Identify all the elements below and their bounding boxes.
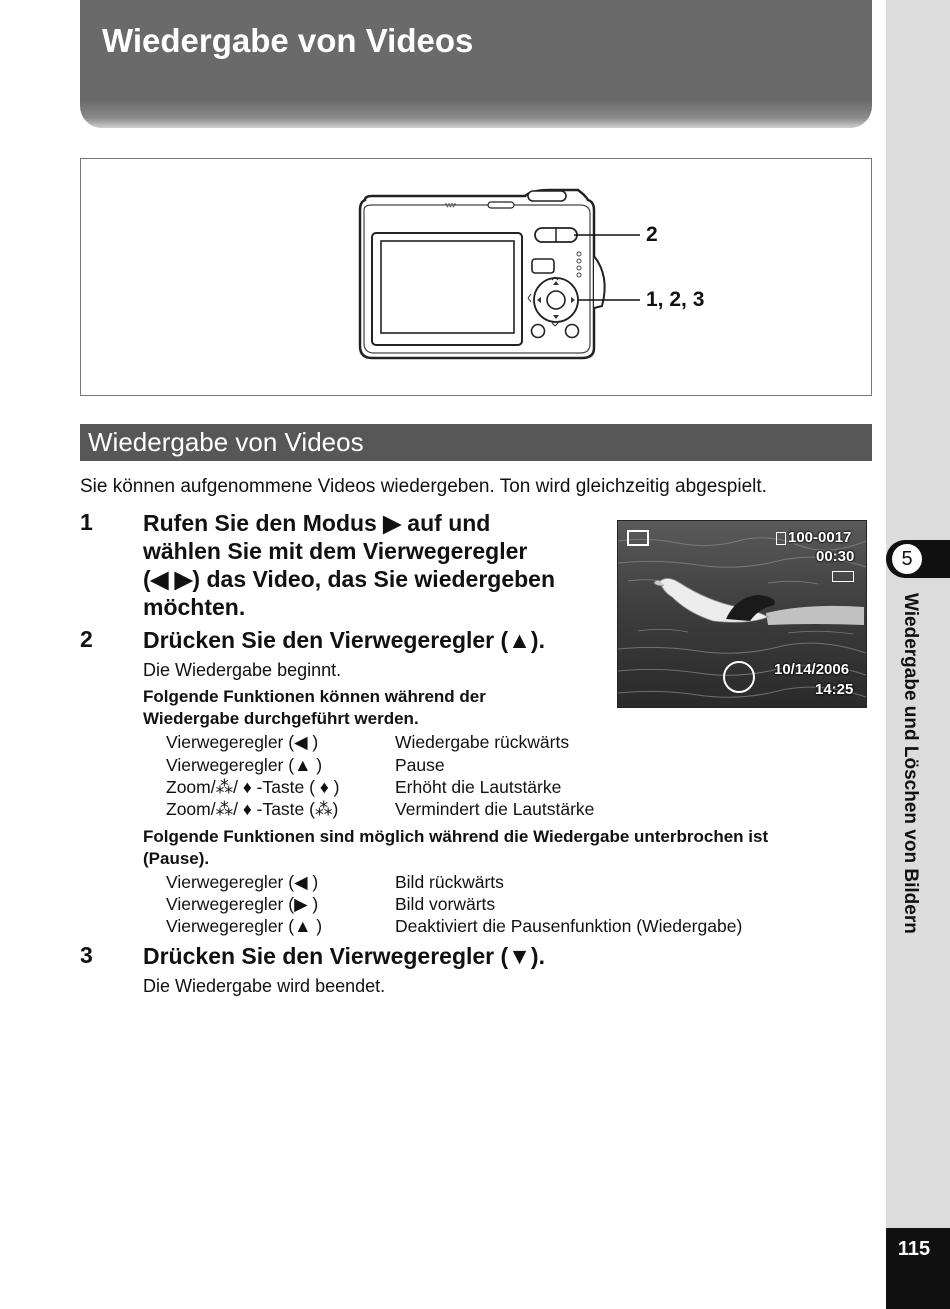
playback-screen-image [617,520,867,708]
memory-card-icon [776,532,786,545]
chapter-number: 5 [891,543,923,575]
step-3-heading: Drücken Sie den Vierwegeregler (▼). [143,943,545,969]
function-key: Vierwegeregler (▶ ) [166,894,319,914]
step-2-result: Die Wiedergabe beginnt. [143,660,342,680]
video-playback-icon [627,530,649,546]
function-key: Vierwegeregler (◀ ) [166,732,319,752]
step-1-heading [143,509,555,621]
note-line: Wiedergabe durchgeführt werden. [143,709,419,728]
header-bar [80,0,872,128]
function-action: Pause [395,755,445,775]
function-key: Vierwegeregler (▲ ) [166,916,323,936]
page-title: Wiedergabe von Videos [102,22,474,59]
function-action: Bild rückwärts [395,872,504,892]
note-line: Folgende Funktionen können während der [143,687,486,706]
note-line: (Pause). [143,849,210,868]
step-1-line: Rufen Sie den Modus ▶ auf und [143,510,491,536]
function-key: Zoom/⁂/ ♦ -Taste (⁂) [166,799,339,819]
function-action: Bild vorwärts [395,894,496,914]
function-action: Vermindert die Lautstärke [395,799,595,819]
video-duration: 00:30 [816,548,855,565]
step-1-line: wählen Sie mit dem Vierwegeregler [143,538,528,564]
intro-text: Sie können aufgenommene Videos wiedergeben. Ton wird gleichzeitig abgespielt. [80,476,767,497]
callout-four-way-controller: 1, 2, 3 [646,288,705,311]
chapter-label-wrap [895,593,921,1013]
battery-icon [832,571,854,582]
callout-zoom-button: 2 [646,223,658,246]
step-2-note-pause [143,826,768,870]
section-title: Wiedergabe von Videos [88,427,364,457]
function-action: Erhöht die Lautstärke [395,777,562,797]
chapter-label: Wiedergabe und Löschen von Bildern [900,593,921,934]
step-2-heading: Drücken Sie den Vierwegeregler (▲). [143,627,545,653]
step-1-line: möchten. [143,594,246,620]
step-1-line: (◀ ▶) das Video, das Sie wiedergeben [143,566,556,592]
camera-back-illustration [350,188,670,363]
page-number: 115 [897,1238,931,1260]
function-key: Vierwegeregler (◀ ) [166,872,319,892]
four-way-controller-icon [723,661,755,693]
function-action: Deaktiviert die Pausenfunktion (Wiedergabe) [395,916,743,936]
note-line: Folgende Funktionen sind möglich während die Wiedergabe unterbrochen ist [143,827,769,846]
function-action: Wiedergabe rückwärts [395,732,570,752]
playback-time: 14:25 [815,681,854,698]
file-number: 100-0017 [788,529,852,546]
function-key: Zoom/⁂/ ♦ -Taste ( ♦ ) [166,777,340,797]
step-number: 3 [80,942,93,968]
function-key: Vierwegeregler (▲ ) [166,755,323,775]
step-2-note-playback [143,686,486,730]
step-number: 1 [80,509,93,535]
playback-date: 10/14/2006 [774,661,850,678]
step-number: 2 [80,626,93,652]
step-3-result: Die Wiedergabe wird beendet. [143,976,386,996]
